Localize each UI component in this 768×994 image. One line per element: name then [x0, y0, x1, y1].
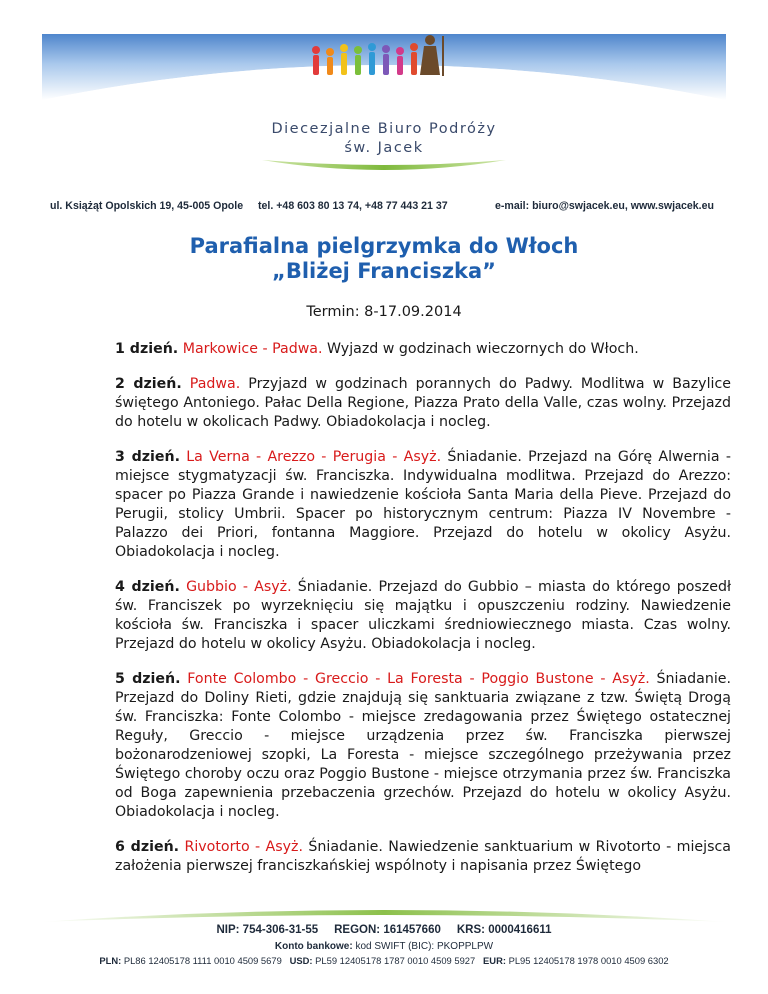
address-text: ul. Książąt Opolskich 19, 45-005 Opole [50, 200, 244, 212]
phone-text: tel. +48 603 80 13 74, +48 77 443 21 37 [258, 200, 448, 212]
day-label: 5 dzień. [115, 671, 181, 687]
itinerary [115, 340, 731, 892]
day-description: Wyjazd w godzinach wieczornych do Włoch. [327, 341, 639, 357]
day-label: 1 dzień. [115, 341, 179, 357]
usd-account: PL59 12405178 1787 0010 4509 5927 [315, 955, 476, 966]
krs-number: 0000416611 [488, 924, 552, 936]
bank-info: Konto bankowe: kod SWIFT (BIC): PKOPPLPW [274, 941, 494, 952]
itinerary-day [115, 670, 731, 822]
day-description: Śniadanie. Nawiedzenie sanktuarium w Rivotorto - miejsca założenia pierwszej franciszkańskiej wspólnoty i napisania przez Świętego [115, 839, 731, 874]
itinerary-day [115, 340, 731, 359]
nip-number: 754-306-31-55 [242, 924, 319, 936]
day-description: Przyjazd w godzinach porannych do Padwy. Modlitwa w Bazylice świętego Antoniego. Pałac Della Regione, Piazza Prato della Valle, czas wolny. Przejazd do hotelu w okolicach Padwy. Obiadokolacja i nocleg. [115, 376, 731, 430]
day-label: 6 dzień. [115, 839, 180, 855]
day-route: La Verna - Arezzo - Perugia - Asyż. [186, 449, 442, 465]
email-text: e-mail: biuro@swjacek.eu, www.swjacek.eu [495, 200, 714, 212]
logo-name: Diecezjalne Biuro Podróży [271, 121, 497, 137]
day-route: Rivotorto - Asyż. [184, 839, 303, 855]
logo-subname: św. Jacek [344, 140, 424, 156]
day-label: 3 dzień. [115, 449, 180, 465]
swift-code: kod SWIFT (BIC): PKOPPLPW [355, 941, 494, 952]
day-route: Padwa. [189, 376, 241, 392]
contact-bar [0, 198, 768, 218]
day-description: Śniadanie. Przejazd na Górę Alwernia - miejsce stygmatyzacji św. Franciszka. Indywidualna modlitwa. Przejazd do Arezzo: spacer po Piazza Grande i nawiedzenie kościoła Santa Maria della Pieve. Przejazd do Perugii, stolicy Umbrii. Spacer po historycznym centrum: Piazza IV Novembre - Palazzo dei Priori, fontanna Maggiore. Przejazd do hotelu w okolicy Asyżu. Obiadokolacja i nocleg. [115, 449, 731, 560]
day-label: 4 dzień. [115, 579, 180, 595]
title-line-1: Parafialna pielgrzymka do Włoch [189, 234, 579, 258]
company-ids: NIP: 754-306-31-55 REGON: 161457660 KRS: 0000416611 [216, 924, 552, 936]
letterhead-background [0, 0, 768, 200]
letterhead [0, 0, 768, 215]
bank-accounts: PLN: PL86 12405178 1111 0010 4509 5679 USD: PL59 12405178 1787 0010 4509 5927 EUR: PL95 12405178 1978 0010 4509 6302 [99, 955, 669, 966]
day-route: Fonte Colombo - Greccio - La Foresta - Poggio Bustone - Asyż. [187, 671, 650, 687]
title-line-2: „Bliżej Franciszka” [272, 259, 496, 283]
day-route: Markowice - Padwa. [182, 341, 323, 357]
itinerary-day [115, 838, 731, 876]
regon-number: 161457660 [383, 924, 441, 936]
eur-account: PL95 12405178 1978 0010 4509 6302 [508, 955, 669, 966]
day-description: Śniadanie. Przejazd do Doliny Rieti, gdzie znajdują się sanktuaria związane z tzw. Świętą Drogą św. Franciszka: Fonte Colombo - miejsce zredagowania przez Świętego ostatecznej Reguły, Greccio - miejsce urządzenia przez św. Franciszka pierwszej bożonarodzeniowej szopki, La Foresta - miejsce szczególnego przeżywania przez Świętego choroby oczu oraz Poggio Bustone - miejsce otrzymania przez św. Franciszka od Boga zapewnienia przebaczenia grzechów. Przejazd do hotelu w okolicy Asyżu. Obiadokolacja i nocleg. [115, 671, 732, 820]
trip-dates: Termin: 8-17.09.2014 [306, 304, 462, 320]
document-title [0, 234, 768, 284]
itinerary-day [115, 375, 731, 432]
day-label: 2 dzień. [115, 376, 182, 392]
green-swoosh [262, 160, 506, 170]
itinerary-day [115, 448, 731, 562]
pln-account: PL86 12405178 1111 0010 4509 5679 [123, 955, 282, 966]
day-description: Śniadanie. Przejazd do Gubbio – miasta do którego poszedł św. Franciszek po wyrzeknięciu się majątku i opuszczeniu rodziny. Nawiedzenie kościoła św. Franciszka i spacer uliczkami średniowiecznego miasta. Czas wolny. Przejazd do hotelu w okolicy Asyżu. Obiadokolacja i nocleg. [115, 579, 731, 652]
day-route: Gubbio - Asyż. [186, 579, 292, 595]
itinerary-day [115, 578, 731, 654]
